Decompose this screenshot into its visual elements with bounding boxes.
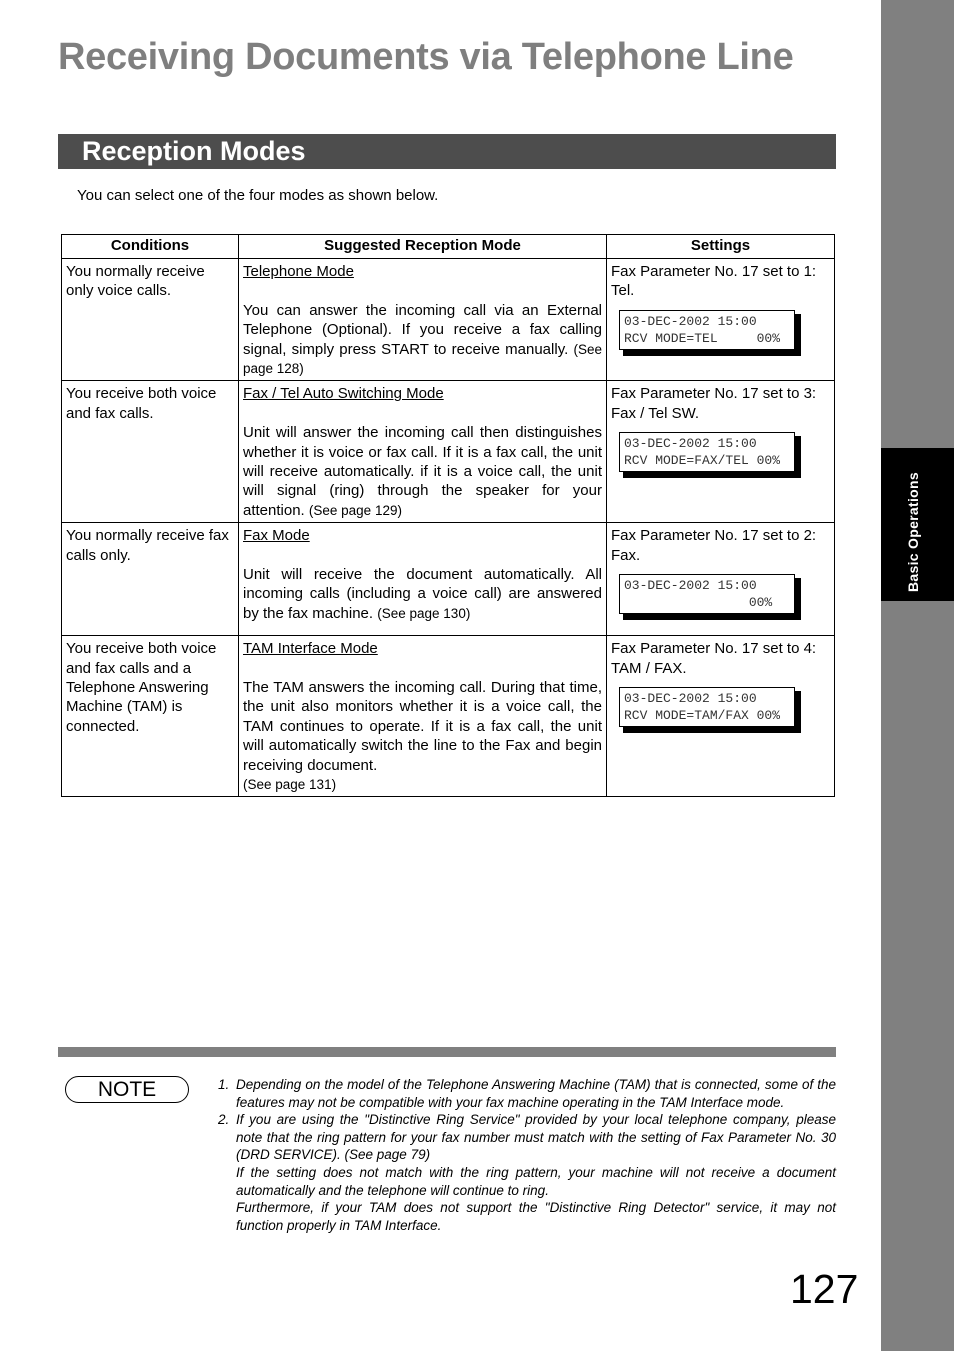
table-row — [62, 636, 835, 797]
page-reference: (See page 129) — [308, 502, 402, 518]
settings-cell — [607, 523, 835, 636]
mode-cell — [239, 523, 607, 636]
mode-description: Unit will receive the document automatically. All incoming calls (including a voice call) are answered by the fax machine. — [243, 566, 602, 622]
page-title: Receiving Documents via Telephone Line — [58, 36, 794, 78]
mode-description: Unit will answer the incoming call then distinguishes whether it is voice or fax call. If it is a fax call, the unit will receive automatically. if it is a voice call, the unit will signal (ring) through the speaker for your attention. — [243, 424, 602, 519]
condition-cell: You receive both voice and fax calls and a Telephone Answering Machine (TAM) is connected. — [62, 636, 239, 797]
page-number: 127 — [790, 1266, 859, 1312]
setting-text: Fax Parameter No. 17 set to 2: Fax. — [611, 527, 817, 564]
section-header — [58, 134, 836, 169]
mode-description: You can answer the incoming call via an External Telephone (Optional). If you receive a fax calling signal, simply press START to receive manually. — [243, 301, 602, 358]
setting-text: Fax Parameter No. 17 set to 4: TAM / FAX. — [611, 640, 817, 677]
lcd-line-2: RCV MODE=TAM/FAX 00% — [624, 708, 781, 724]
mode-name: TAM Interface Mode — [243, 640, 378, 658]
note-number: 2. — [218, 1112, 230, 1128]
condition-cell: You receive both voice and fax calls. — [62, 381, 239, 523]
table-row — [62, 259, 835, 381]
settings-cell — [607, 381, 835, 523]
note-paragraph: Depending on the model of the Telephone Answering Machine (TAM) that is connected, some of the features may not be compatible with your fax machine operating in the TAM Interface mode. — [236, 1077, 836, 1110]
header-conditions: Conditions — [62, 235, 239, 259]
note-badge: NOTE — [65, 1076, 189, 1103]
table-row — [62, 523, 835, 636]
lcd-line-2: RCV MODE=TEL 00% — [624, 330, 781, 346]
mode-name: Fax / Tel Auto Switching Mode — [243, 385, 444, 403]
condition-cell: You normally receive fax calls only. — [62, 523, 239, 636]
mode-cell — [239, 636, 607, 797]
lcd-line-2: RCV MODE=FAX/TEL 00% — [624, 453, 781, 469]
intro-text: You can select one of the four modes as shown below. — [77, 187, 439, 204]
note-item — [216, 1076, 836, 1111]
header-suggested-mode: Suggested Reception Mode — [239, 235, 607, 259]
section-title: Reception Modes — [82, 136, 306, 166]
page-reference: (See page 130) — [377, 605, 471, 621]
page-reference: (See page 131) — [243, 777, 337, 793]
table-row — [62, 381, 835, 523]
note-number: 1. — [218, 1077, 230, 1092]
side-margin-bar — [881, 0, 954, 1351]
setting-text: Fax Parameter No. 17 set to 1: Tel. — [611, 263, 817, 300]
note-item — [216, 1111, 836, 1234]
page-reference: (See page 128) — [243, 341, 602, 377]
lcd-line-1: 03-DEC-2002 15:00 — [624, 436, 757, 452]
note-paragraph: If you are using the "Distinctive Ring Service" provided by your local telephone company, please note that the ring pattern for your fax number must match with the setting of Fax Parameter No. 30 (DRD SERVICE). (See page 79) — [236, 1112, 836, 1163]
lcd-display — [619, 574, 801, 620]
lcd-display — [619, 310, 801, 356]
lcd-line-2: 00% — [624, 595, 773, 611]
mode-name: Telephone Mode — [243, 263, 354, 280]
reception-modes-table — [61, 234, 835, 797]
lcd-display — [619, 432, 801, 478]
settings-cell — [607, 636, 835, 797]
mode-description: The TAM answers the incoming call. During that time, the unit also monitors whether it is a voice call, the TAM continues to operate. If it is a fax call, the unit will automatically switch the line to the Fax and begin receiving document. — [243, 679, 602, 774]
lcd-display — [619, 687, 801, 733]
table-header-row — [62, 235, 835, 259]
mode-cell — [239, 259, 607, 381]
settings-cell — [607, 259, 835, 381]
note-paragraph: If the setting does not match with the ring pattern, your machine will not receive a document automatically and the telephone will continue to ring. — [236, 1164, 836, 1198]
header-settings: Settings — [607, 235, 835, 259]
condition-cell: You normally receive only voice calls. — [62, 259, 239, 381]
mode-cell — [239, 381, 607, 523]
note-paragraph: Furthermore, if your TAM does not support the "Distinctive Ring Detector" service, it may not function properly in TAM Interface. — [236, 1200, 836, 1233]
mode-name: Fax Mode — [243, 527, 310, 545]
setting-text: Fax Parameter No. 17 set to 3: Fax / Tel SW. — [611, 385, 817, 422]
divider-rule — [58, 1047, 836, 1057]
lcd-line-1: 03-DEC-2002 15:00 — [624, 691, 757, 707]
lcd-line-1: 03-DEC-2002 15:00 — [624, 578, 757, 594]
note-list — [216, 1076, 836, 1234]
chapter-tab-label: Basic Operations — [905, 472, 921, 592]
lcd-line-1: 03-DEC-2002 15:00 — [624, 313, 757, 329]
